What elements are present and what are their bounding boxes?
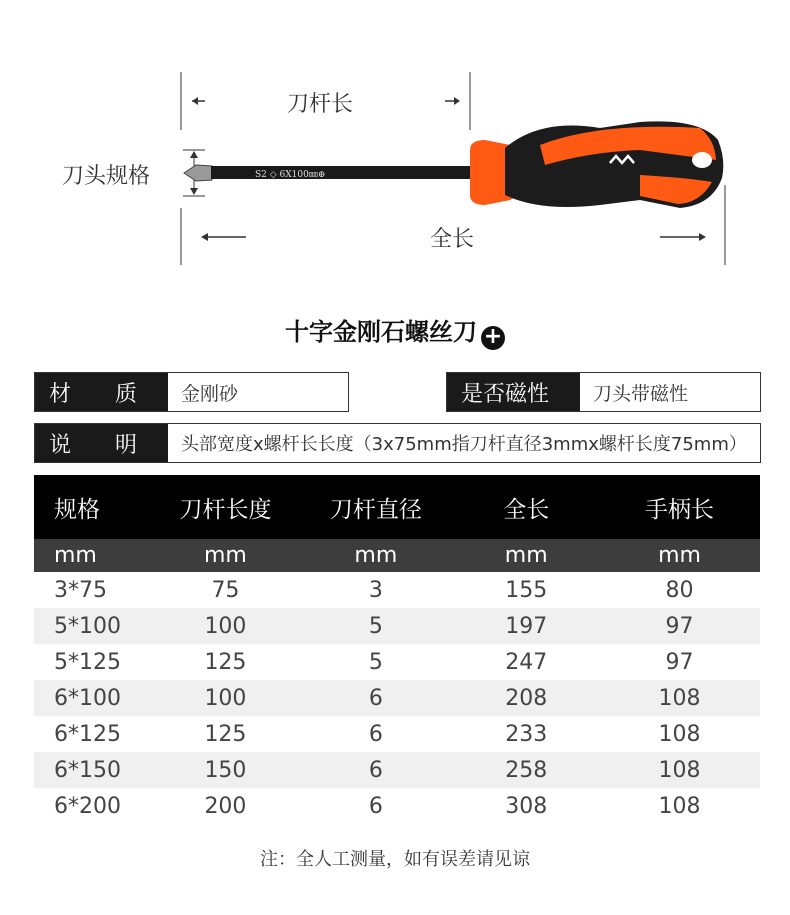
table-cell: 125	[153, 716, 299, 752]
shaft-length-label: 刀杆长	[287, 92, 354, 117]
header-shaft-length: 刀杆长度	[153, 475, 299, 539]
arrow-right-icon	[699, 233, 706, 241]
product-title	[0, 312, 790, 350]
table-cell: 6	[298, 788, 453, 824]
magnetic-key: 是否磁性	[447, 373, 580, 411]
table-cell: 247	[453, 644, 599, 680]
table-cell: 150	[153, 752, 299, 788]
table-header-row	[34, 475, 760, 539]
screwdriver-diagram	[0, 0, 790, 290]
table-cell: 125	[153, 644, 299, 680]
unit-cell: mm	[153, 539, 299, 572]
unit-row	[34, 539, 760, 572]
table-row	[34, 644, 760, 680]
table-cell: 208	[453, 680, 599, 716]
table-cell: 100	[153, 680, 299, 716]
table-cell: 258	[453, 752, 599, 788]
table-cell: 97	[599, 644, 760, 680]
table-cell: 5	[298, 608, 453, 644]
table-cell: 108	[599, 716, 760, 752]
table-cell: 5*125	[34, 644, 153, 680]
arrow-left-icon	[201, 233, 208, 241]
table-cell: 6	[298, 680, 453, 716]
phillips-tip	[184, 165, 212, 181]
table-cell: 6*150	[34, 752, 153, 788]
table-cell: 155	[453, 572, 599, 608]
material-row	[34, 372, 349, 412]
shaft-marking: S2 ◇ 6X100㎜⊕	[255, 170, 326, 180]
table-cell: 197	[453, 608, 599, 644]
unit-cell: mm	[599, 539, 760, 572]
table-cell: 6	[298, 752, 453, 788]
table-cell: 108	[599, 788, 760, 824]
screwdriver-shaft	[211, 166, 481, 179]
table-row	[34, 608, 760, 644]
arrow-right-icon	[454, 97, 460, 105]
table-cell: 6*200	[34, 788, 153, 824]
unit-cell: mm	[34, 539, 153, 572]
description-key: 说 明	[35, 424, 168, 462]
table-row	[34, 752, 760, 788]
table-cell: 6	[298, 716, 453, 752]
table-cell: 6*100	[34, 680, 153, 716]
table-cell: 108	[599, 680, 760, 716]
header-shaft-diameter: 刀杆直径	[298, 475, 453, 539]
unit-cell: mm	[453, 539, 599, 572]
table-row	[34, 680, 760, 716]
table-cell: 5	[298, 644, 453, 680]
table-cell: 233	[453, 716, 599, 752]
table-cell: 108	[599, 752, 760, 788]
measurement-note: 注：全人工测量，如有误差请见谅	[260, 849, 530, 870]
unit-cell: mm	[298, 539, 453, 572]
table-cell: 200	[153, 788, 299, 824]
phillips-plus-icon: +	[481, 326, 505, 350]
magnetic-row	[446, 372, 761, 412]
description-row	[34, 423, 761, 463]
table-cell: 100	[153, 608, 299, 644]
table-cell: 308	[453, 788, 599, 824]
table-cell: 3*75	[34, 572, 153, 608]
material-value: 金刚砂	[181, 382, 239, 405]
product-title-text: 十字金刚石螺丝刀	[285, 318, 477, 346]
table-cell: 5*100	[34, 608, 153, 644]
table-row	[34, 788, 760, 824]
header-handle-length: 手柄长	[599, 475, 760, 539]
table-row	[34, 716, 760, 752]
tip-spec-label: 刀头规格	[62, 164, 151, 189]
total-length-label: 全长	[430, 227, 475, 252]
header-total-length: 全长	[453, 475, 599, 539]
description-value: 头部宽度x螺杆长长度（3x75mm指刀杆直径3mmx螺杆长度75mm）	[181, 434, 747, 455]
table-cell: 80	[599, 572, 760, 608]
table-cell: 97	[599, 608, 760, 644]
magnetic-value: 刀头带磁性	[593, 382, 689, 405]
table-row	[34, 572, 760, 608]
header-spec: 规格	[34, 475, 153, 539]
spec-table	[34, 475, 760, 824]
handle-hang-hole	[692, 152, 712, 168]
table-cell: 75	[153, 572, 299, 608]
table-cell: 3	[298, 572, 453, 608]
table-cell: 6*125	[34, 716, 153, 752]
arrow-left-icon	[192, 97, 198, 105]
material-key: 材 质	[35, 373, 168, 411]
